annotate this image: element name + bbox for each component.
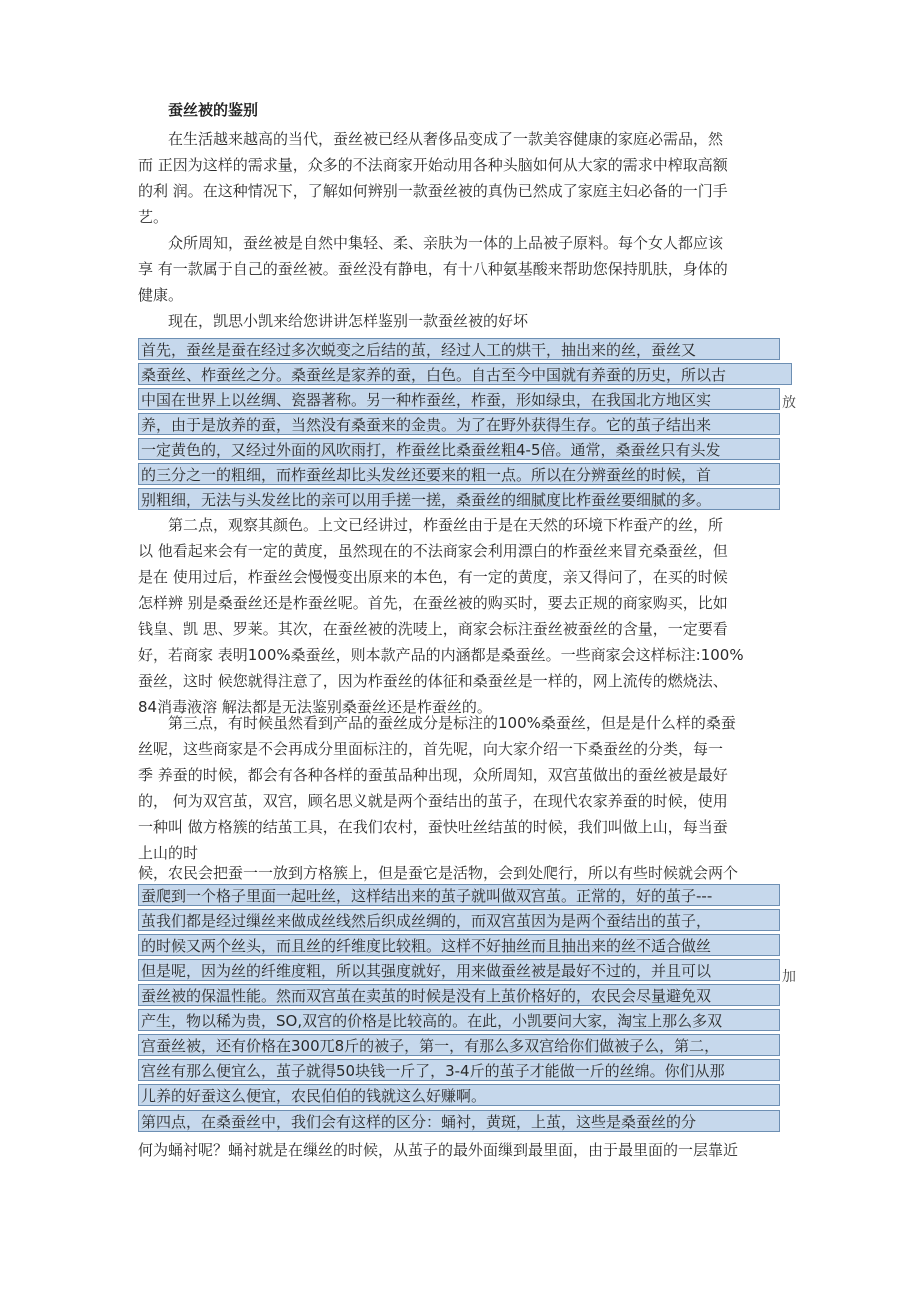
paragraph-now: [138, 308, 798, 334]
highlight-line: 桑蚕丝、柞蚕丝之分。桑蚕丝是家养的蚕，白色。自古至今中国就有养蚕的历史，所以古: [138, 363, 792, 385]
paragraph-continued: [138, 860, 798, 886]
text-line: 丝呢，这些商家是不会再成分里面标注的，首先呢，向大家介绍一下桑蚕丝的分类，每一: [138, 740, 724, 758]
highlight-block-first: [138, 338, 780, 513]
text-line: 第三点，有时候虽然看到产品的蚕丝成分是标注的100%桑蚕丝，但是是什么样的桑蚕: [168, 714, 736, 732]
highlight-line: 一定黄色的，又经过外面的风吹雨打，柞蚕丝比桑蚕丝粗4-5倍。通常，桑蚕丝只有头发: [138, 438, 780, 460]
highlight-line: 首先，蚕丝是蚕在经过多次蜕变之后结的茧，经过人工的烘干，抽出来的丝，蚕丝又: [138, 338, 780, 360]
paragraph-fourth-continued: [138, 1137, 798, 1163]
text-line: 的利 润。在这种情况下，了解如何辨别一款蚕丝被的真伪已然成了家庭主妇必备的一门手: [138, 182, 728, 200]
text-line: 何为蛹衬呢？蛹衬就是在缫丝的时候，从茧子的最外面缫到最里面，由于最里面的一层靠近: [138, 1141, 739, 1159]
highlight-line: 宫丝有那么便宜么，茧子就得50块钱一斤了，3-4斤的茧子才能做一斤的丝绵。你们从那: [138, 1059, 780, 1081]
text-line: 现在，凯思小凯来给您讲讲怎样鉴别一款蚕丝被的好坏: [168, 312, 529, 330]
highlight-line: 儿养的好蚕这么便宜，农民伯伯的钱就这么好赚啊。: [138, 1084, 780, 1106]
highlight-line: 中国在世界上以丝绸、瓷器著称。另一种柞蚕丝，柞蚕，形如绿虫，在我国北方地区实: [138, 388, 780, 410]
document-title: 蚕丝被的鉴别: [168, 101, 259, 119]
text-line: 在生活越来越高的当代，蚕丝被已经从奢侈品变成了一款美容健康的家庭必需品，然: [168, 130, 724, 148]
text-line: 季 养蚕的时候，都会有各种各样的蚕茧品种出现，众所周知，双宫茧做出的蚕丝被是最好: [138, 766, 728, 784]
highlight-line: 宫蚕丝被，还有价格在300兀8斤的被子，第一，有那么多双宫给你们做被子么，第二，: [138, 1034, 780, 1056]
highlight-line: 产生，物以稀为贵，SO,双宫的价格是比较高的。在此，小凯要问大家，淘宝上那么多双: [138, 1009, 780, 1031]
highlight-line: 别粗细，无法与头发丝比的亲可以用手搓一搓，桑蚕丝的细腻度比柞蚕丝要细腻的多。: [138, 488, 780, 510]
paragraph-known: [138, 230, 798, 308]
text-line: 候，农民会把蚕一一放到方格簇上，但是蚕它是活物，会到处爬行，所以有些时候就会两个: [138, 864, 739, 882]
paragraph-second-point: [138, 512, 798, 720]
text-line: 第二点，观察其颜色。上文已经讲过，柞蚕丝由于是在天然的环境下柞蚕产的丝，所: [168, 516, 724, 534]
text-line: 是在 使用过后，柞蚕丝会慢慢变出原来的本色，有一定的黄度，亲又得问了，在买的时候: [138, 568, 728, 586]
paragraph-intro: [138, 126, 798, 230]
highlight-block-fourth: [138, 1110, 780, 1135]
text-line: 以 他看起来会有一定的黄度，虽然现在的不法商家会利用漂白的柞蚕丝来冒充桑蚕丝，但: [138, 542, 728, 560]
text-line: 怎样辨 别是桑蚕丝还是柞蚕丝呢。首先，在蚕丝被的购买时，要去正规的商家购买，比如: [138, 594, 728, 612]
text-line: 艺。: [138, 208, 169, 226]
text-line: 蚕丝，这时 候您就得注意了，因为柞蚕丝的体征和桑蚕丝是一样的，网上流传的燃烧法、: [138, 672, 728, 690]
highlight-line: 的三分之一的粗细，而柞蚕丝却比头发丝还要来的粗一点。所以在分辨蚕丝的时候，首: [138, 463, 780, 485]
text-line: 一种叫 做方格簇的结茧工具，在我们农村，蚕快吐丝结茧的时候，我们叫做上山，每当蚕: [138, 818, 728, 836]
text-line: 享 有一款属于自己的蚕丝被。蚕丝没有静电，有十八种氨基酸来帮助您保持肌肤，身体的: [138, 260, 728, 278]
highlight-line: 蚕丝被的保温性能。然而双宫茧在卖茧的时候是没有上茧价格好的，农民会尽量避免双: [138, 984, 780, 1006]
highlight-line: 茧我们都是经过缫丝来做成丝线然后织成丝绸的，而双宫茧因为是两个蚕结出的茧子，: [138, 909, 780, 931]
text-line: 的， 何为双宫茧，双宫，顾名思义就是两个蚕结出的茧子，在现代农家养蚕的时候，使用: [138, 792, 728, 810]
text-line: 上山的时: [138, 844, 199, 862]
highlight-line: 的时候又两个丝头，而且丝的纤维度比较粗。这样不好抽丝而且抽出来的丝不适合做丝: [138, 934, 780, 956]
text-line: 而 正因为这样的需求量，众多的不法商家开始动用各种头脑如何从大家的需求中榨取高额: [138, 156, 728, 174]
text-line: 钱皇、凯 思、罗莱。其次，在蚕丝被的洗唛上，商家会标注蚕丝被蚕丝的含量，一定要看: [138, 620, 728, 638]
highlight-line: 但是呢，因为丝的纤维度粗，所以其强度就好，用来做蚕丝被是最好不过的，并且可以: [138, 959, 780, 981]
text-line: 84消毒液溶 解法都是无法鉴别桑蚕丝还是柞蚕丝的。: [138, 698, 492, 716]
text-line: 好，若商家 表明100%桑蚕丝，则本款产品的内涵都是桑蚕丝。一些商家会这样标注:100%: [138, 646, 744, 664]
paragraph-third-point: [138, 710, 798, 866]
highlight-line: 养，由于是放养的蚕，当然没有桑蚕来的金贵。为了在野外获得生存。它的茧子结出来: [138, 413, 780, 435]
highlight-line: 第四点，在桑蚕丝中，我们会有这样的区分：蛹衬，黄斑，上茧，这些是桑蚕丝的分: [138, 1110, 780, 1132]
side-mark: 放: [782, 395, 796, 411]
text-line: 众所周知，蚕丝被是自然中集轻、柔、亲肤为一体的上品被子原料。每个女人都应该: [168, 234, 724, 252]
text-line: 健康。: [138, 286, 184, 304]
highlight-block-double-cocoon: [138, 884, 780, 1109]
highlight-line: 蚕爬到一个格子里面一起吐丝，这样结出来的茧子就叫做双宫茧。正常的，好的茧子---: [138, 884, 780, 906]
side-mark: 加: [782, 969, 796, 985]
